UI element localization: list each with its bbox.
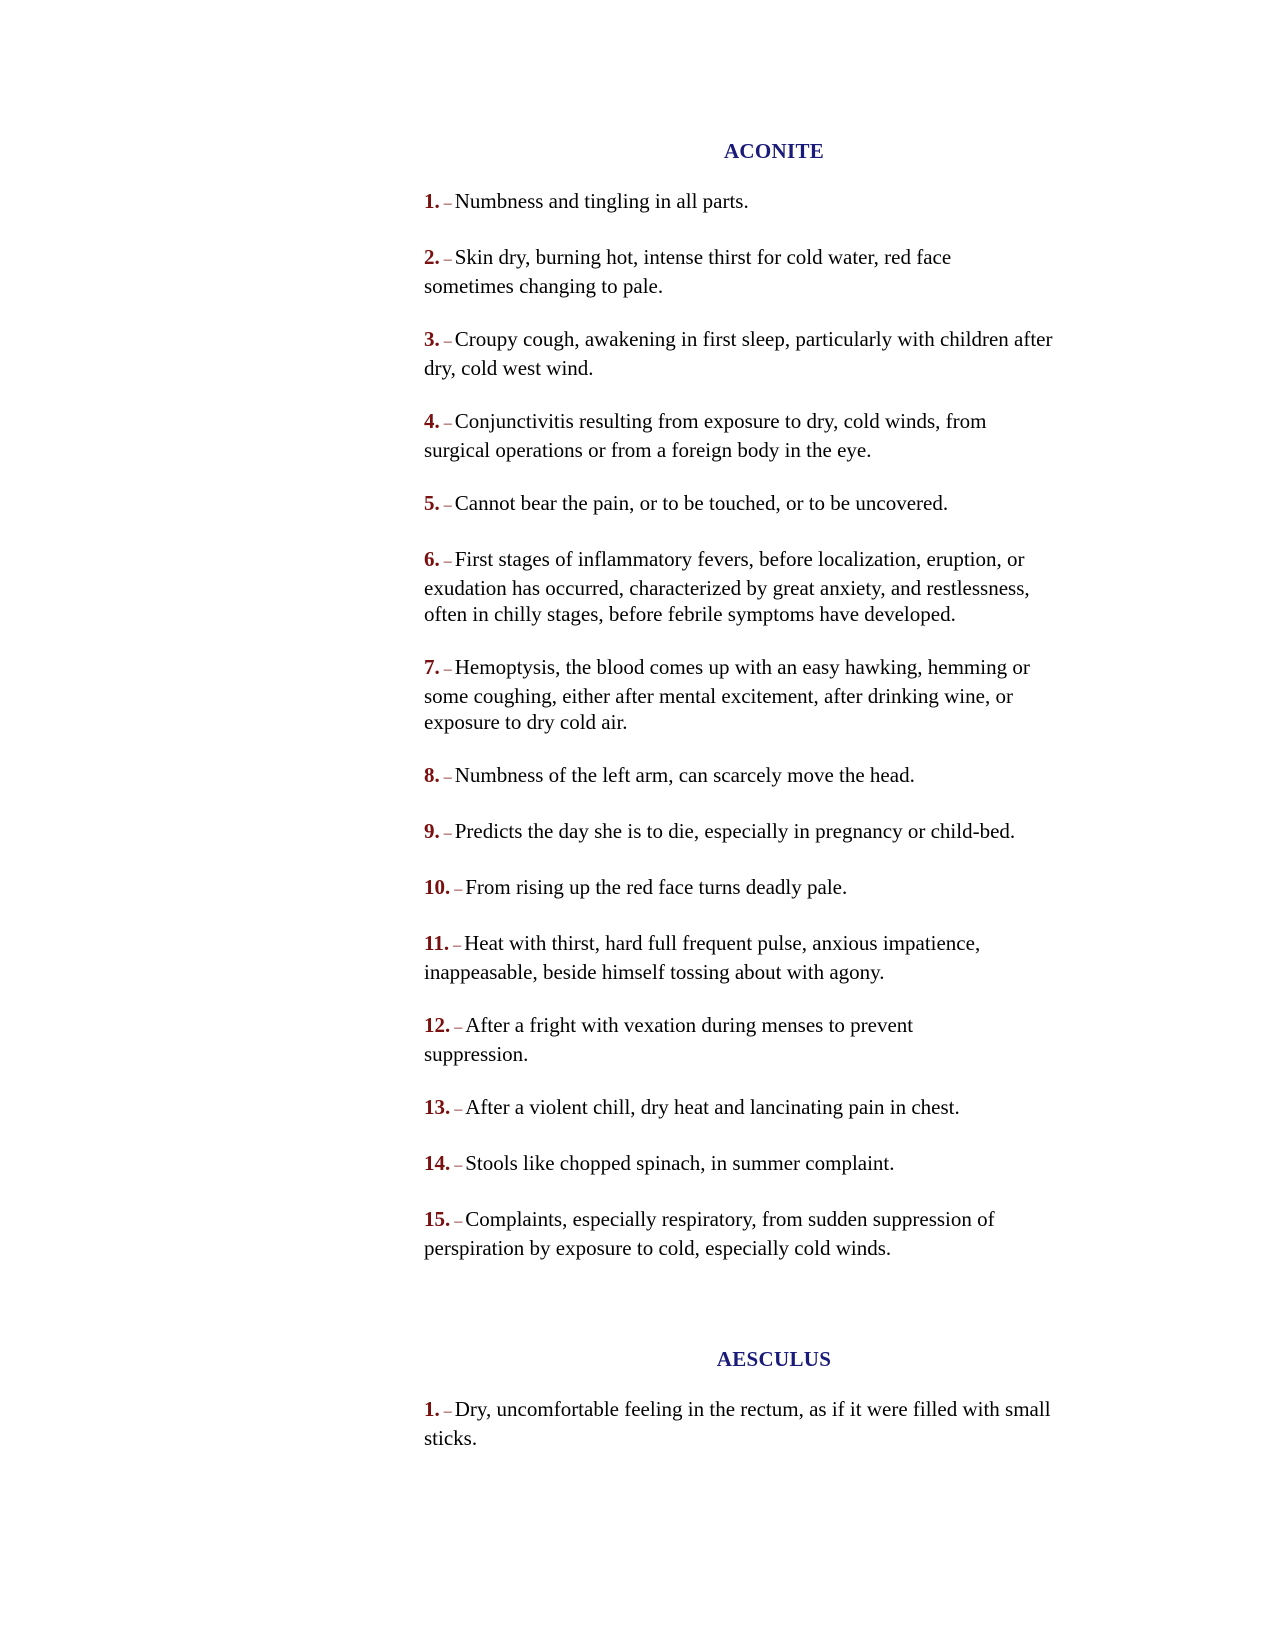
entry-number: 5. — [424, 491, 440, 515]
entry-aconite-5 — [424, 490, 1124, 519]
entry-number: 15. — [424, 1207, 451, 1231]
entry-number: 1. — [424, 189, 440, 213]
section-aesculus — [424, 1346, 1124, 1451]
entry-separator: – — [453, 937, 462, 954]
entry-number: 2. — [424, 245, 440, 269]
entry-aesculus-1 — [424, 1396, 1089, 1451]
section-title: ACONITE — [723, 139, 825, 163]
entry-aconite-14 — [424, 1150, 1124, 1179]
entry-aconite-2 — [424, 244, 984, 299]
entry-aconite-6 — [424, 546, 1064, 627]
entry-separator: – — [443, 1403, 452, 1420]
entry-number: 10. — [424, 875, 451, 899]
entry-aconite-4 — [424, 408, 1024, 463]
entry-text: Heat with thirst, hard full frequent pulse, anxious impatience, inappeasable, beside himself tossing about with agony. — [424, 931, 981, 984]
entry-text: Dry, uncomfortable feeling in the rectum, as if it were filled with small sticks. — [424, 1397, 1051, 1450]
entry-separator: – — [443, 825, 452, 842]
entry-separator: – — [443, 195, 452, 212]
entry-text: From rising up the red face turns deadly pale. — [465, 875, 848, 899]
entry-number: 4. — [424, 409, 440, 433]
entry-number: 12. — [424, 1013, 451, 1037]
entry-separator: – — [454, 1019, 463, 1036]
section-title: AESCULUS — [716, 1347, 832, 1371]
entry-separator: – — [443, 769, 452, 786]
section-aconite — [424, 138, 1124, 1261]
entry-aconite-7 — [424, 654, 1064, 735]
entry-number: 7. — [424, 655, 440, 679]
entry-aconite-13 — [424, 1094, 1124, 1123]
entry-aconite-15 — [424, 1206, 1034, 1261]
entry-separator: – — [443, 251, 452, 268]
entry-text: Croupy cough, awakening in first sleep, particularly with children after dry, cold west wind. — [424, 327, 1053, 380]
entry-text: First stages of inflammatory fevers, before localization, eruption, or exudation has occurred, characterized by great anxiety, and restlessness, often in chilly stages, before febrile symptoms have developed. — [424, 547, 1030, 626]
entry-aconite-9 — [424, 818, 1124, 847]
entry-text: Cannot bear the pain, or to be touched, or to be uncovered. — [454, 491, 949, 515]
entry-aconite-1 — [424, 188, 1124, 217]
entry-number: 1. — [424, 1397, 440, 1421]
entry-separator: – — [443, 553, 452, 570]
entry-aconite-12 — [424, 1012, 944, 1067]
entry-separator: – — [443, 415, 452, 432]
entry-separator: – — [454, 1157, 463, 1174]
entry-separator: – — [443, 333, 452, 350]
section-gap — [424, 1288, 1124, 1346]
entry-number: 8. — [424, 763, 440, 787]
entry-aconite-10 — [424, 874, 1124, 903]
content-column — [424, 138, 1124, 1478]
entry-number: 6. — [424, 547, 440, 571]
entry-separator: – — [454, 881, 463, 898]
entry-text: Conjunctivitis resulting from exposure to dry, cold winds, from surgical operations or from a foreign body in the eye. — [424, 409, 987, 462]
entry-number: 14. — [424, 1151, 451, 1175]
entry-number: 9. — [424, 819, 440, 843]
entry-text: After a violent chill, dry heat and lancinating pain in chest. — [465, 1095, 960, 1119]
entry-separator: – — [454, 1101, 463, 1118]
entry-text: Complaints, especially respiratory, from sudden suppression of perspiration by exposure to cold, especially cold winds. — [424, 1207, 995, 1260]
entry-text: Skin dry, burning hot, intense thirst for cold water, red face sometimes changing to pale. — [424, 245, 952, 298]
entry-separator: – — [454, 1213, 463, 1230]
entry-number: 3. — [424, 327, 440, 351]
entry-number: 13. — [424, 1095, 451, 1119]
entry-text: Predicts the day she is to die, especially in pregnancy or child-bed. — [454, 819, 1016, 843]
entry-text: After a fright with vexation during menses to prevent suppression. — [424, 1013, 914, 1066]
entry-aconite-3 — [424, 326, 1089, 381]
entry-text: Stools like chopped spinach, in summer complaint. — [465, 1151, 895, 1175]
entry-text: Numbness and tingling in all parts. — [454, 189, 749, 213]
entry-aconite-8 — [424, 762, 1124, 791]
entry-text: Hemoptysis, the blood comes up with an easy hawking, hemming or some coughing, either after mental excitement, after drinking wine, or exposure to dry cold air. — [424, 655, 1030, 734]
entry-text: Numbness of the left arm, can scarcely move the head. — [454, 763, 915, 787]
entry-aconite-11 — [424, 930, 1014, 985]
entry-separator: – — [443, 497, 452, 514]
entry-separator: – — [443, 661, 452, 678]
entry-number: 11. — [424, 931, 450, 955]
